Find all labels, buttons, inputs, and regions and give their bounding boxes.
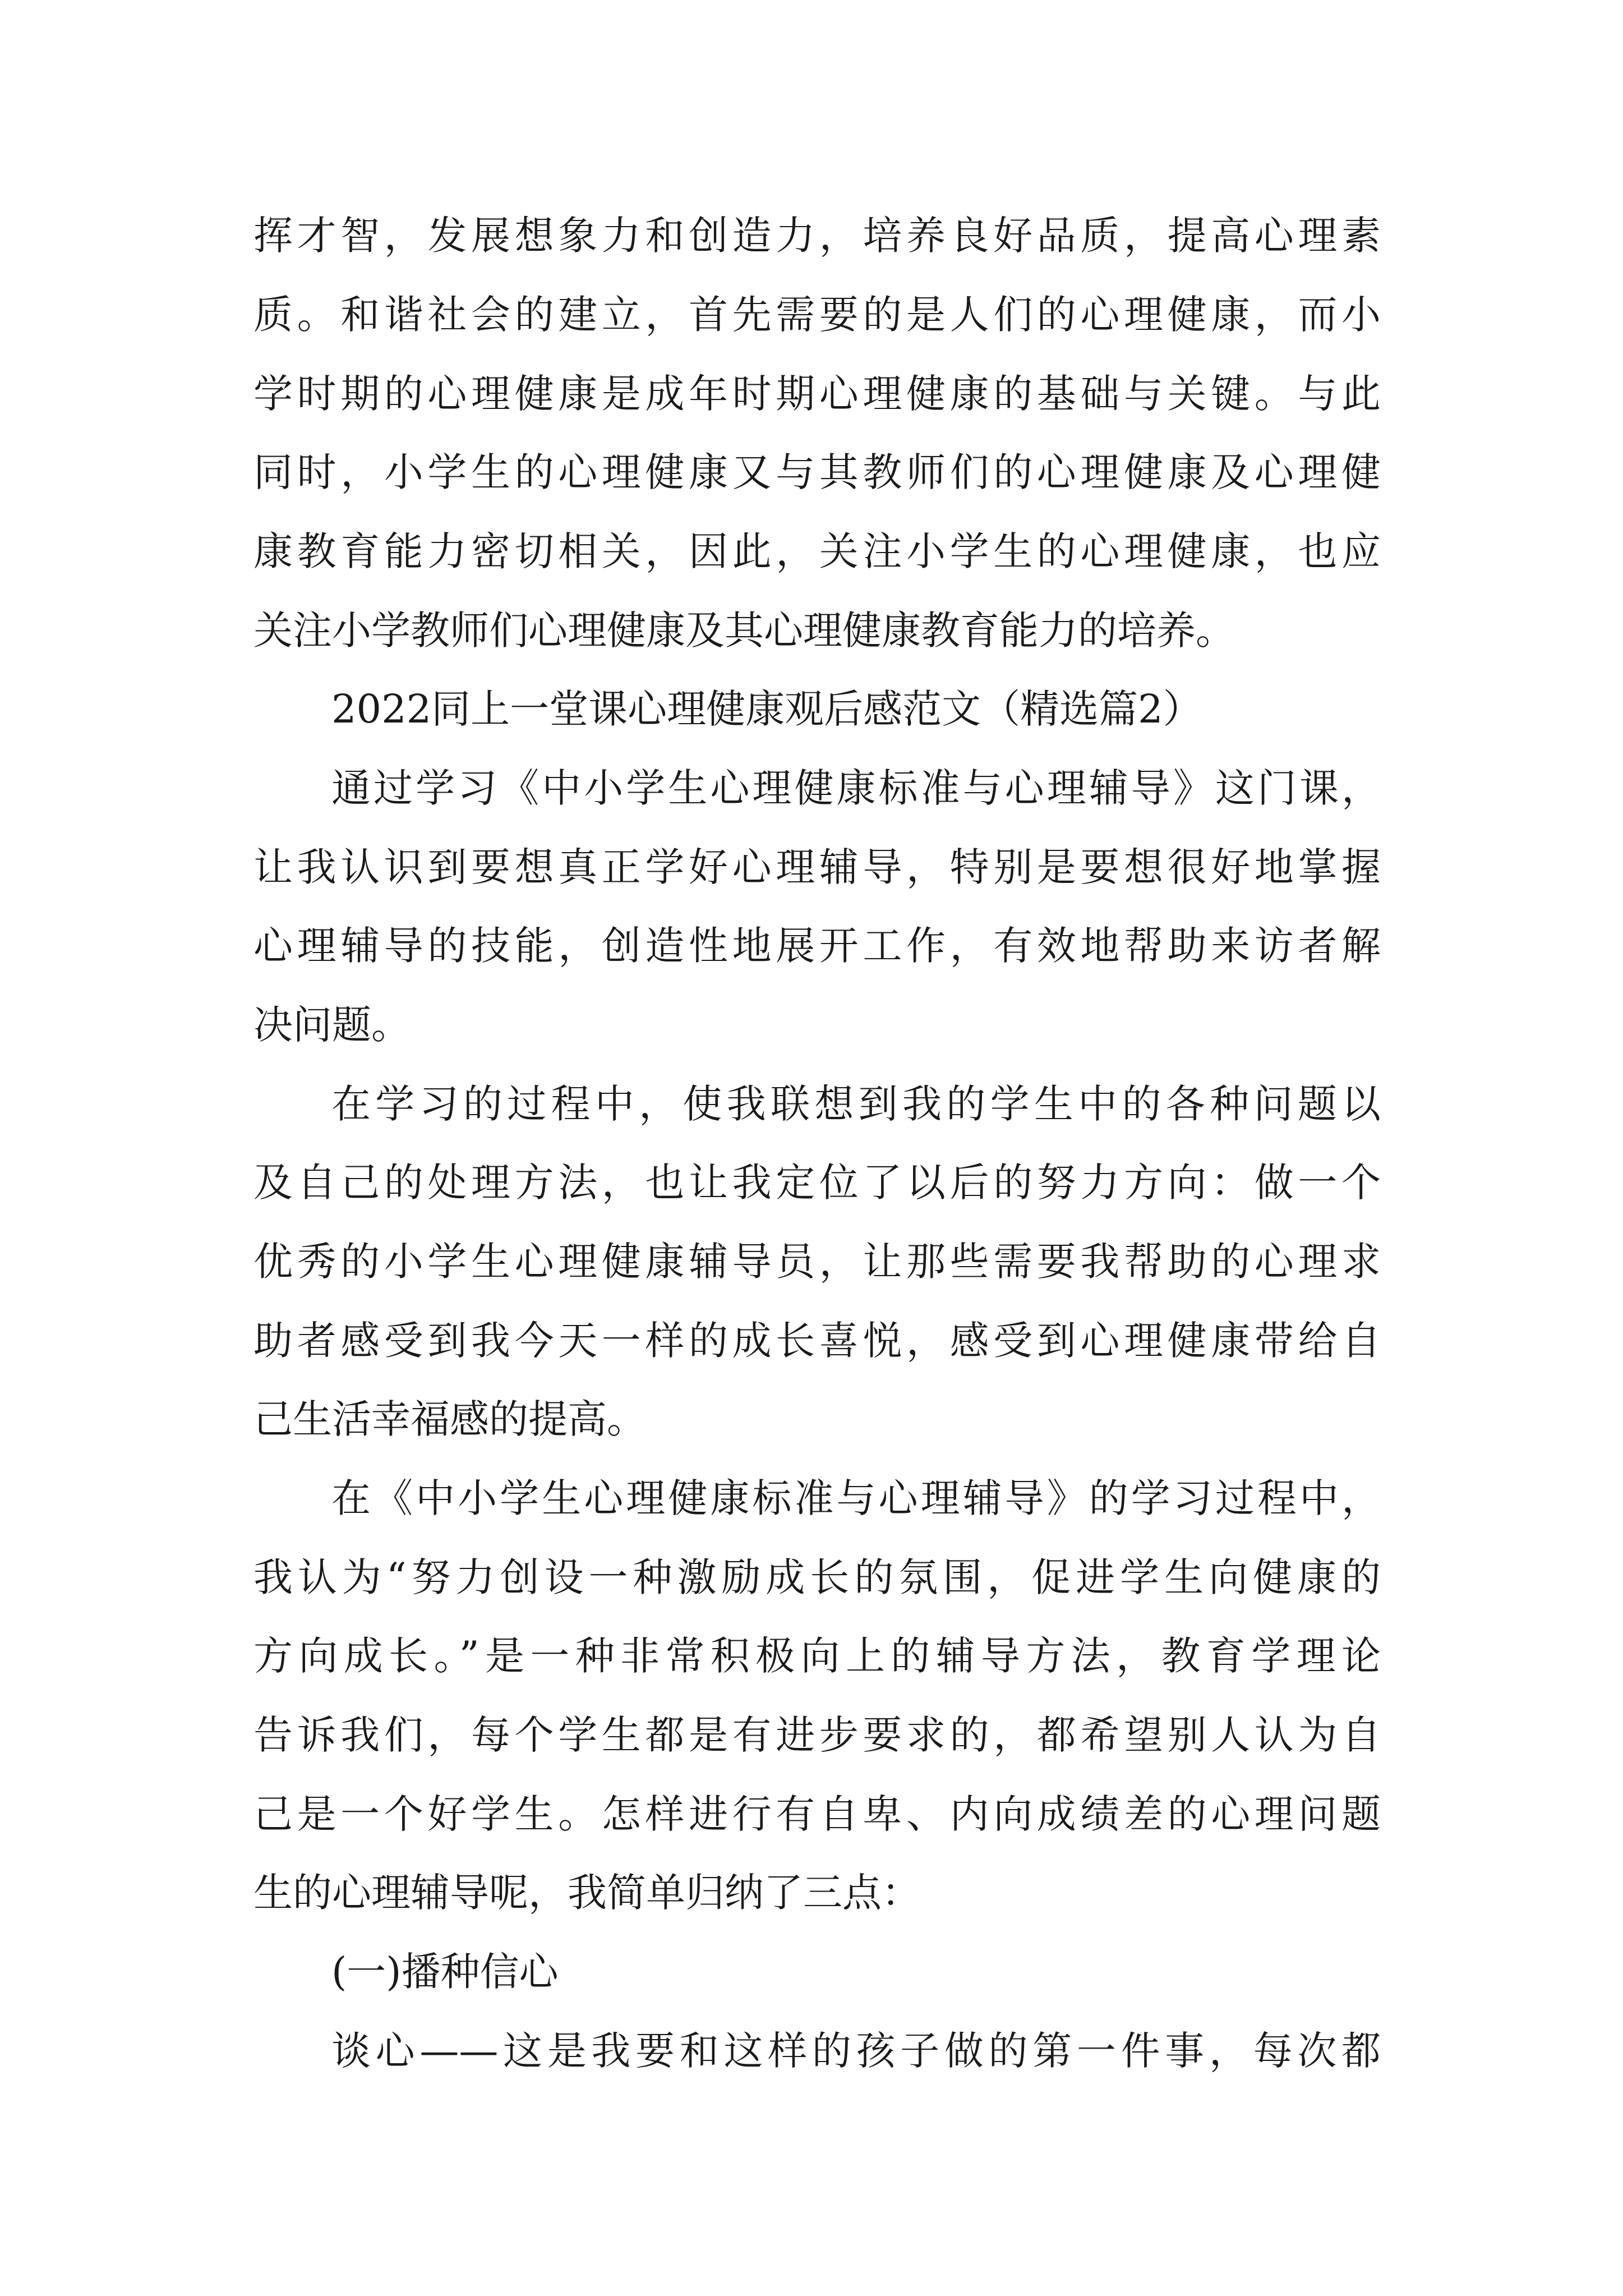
paragraph-line: 让我认识到要想真正学好心理辅导，特别是要想很好地掌握 xyxy=(253,844,1381,890)
paragraph-line: 及自己的处理方法，也让我定位了以后的努力方向：做一个 xyxy=(253,1159,1381,1205)
paragraph-line: 助者感受到我今天一样的成长喜悦，感受到心理健康带给自 xyxy=(253,1318,1381,1364)
section-heading: (一)播种信心 xyxy=(331,1949,559,1995)
paragraph-line: 在学习的过程中，使我联想到我的学生中的各种问题以 xyxy=(331,1081,1381,1127)
paragraph-line: 决问题。 xyxy=(253,1002,411,1048)
paragraph-line: 康教育能力密切相关，因此，关注小学生的心理健康，也应 xyxy=(253,528,1381,574)
paragraph-line: 质。和谐社会的建立，首先需要的是人们的心理健康，而小 xyxy=(253,292,1381,338)
paragraph-line: 关注小学教师们心理健康及其心理健康教育能力的培养。 xyxy=(253,608,1235,654)
paragraph-line: 学时期的心理健康是成年时期心理健康的基础与关键。与此 xyxy=(253,371,1381,417)
paragraph-line: 挥才智，发展想象力和创造力，培养良好品质，提高心理素 xyxy=(253,213,1381,259)
paragraph-line: 通过学习《中小学生心理健康标准与心理辅导》这门课， xyxy=(331,765,1381,811)
section-heading: 2022同上一堂课心理健康观后感范文（精选篇2） xyxy=(331,686,1202,732)
paragraph-line: 同时，小学生的心理健康又与其教师们的心理健康及心理健 xyxy=(253,449,1381,495)
paragraph-line: 告诉我们，每个学生都是有进步要求的，都希望别人认为自 xyxy=(253,1712,1381,1758)
paragraph-line: 在《中小学生心理健康标准与心理辅导》的学习过程中， xyxy=(331,1475,1381,1521)
paragraph-line: 生的心理辅导呢，我简单归纳了三点： xyxy=(253,1870,921,1916)
paragraph-line: 方向成长。”是一种非常积极向上的辅导方法，教育学理论 xyxy=(253,1633,1381,1679)
paragraph-line: 己是一个好学生。怎样进行有自卑、内向成绩差的心理问题 xyxy=(253,1791,1381,1837)
paragraph-line: 己生活幸福感的提高。 xyxy=(253,1396,646,1442)
paragraph-line: 谈心——这是我要和这样的孩子做的第一件事，每次都 xyxy=(331,2028,1381,2074)
paragraph-line: 优秀的小学生心理健康辅导员，让那些需要我帮助的心理求 xyxy=(253,1239,1381,1285)
paragraph-line: 心理辅导的技能，创造性地展开工作，有效地帮助来访者解 xyxy=(253,923,1381,969)
paragraph-line: 我认为“努力创设一种激励成长的氛围，促进学生向健康的 xyxy=(253,1554,1381,1600)
